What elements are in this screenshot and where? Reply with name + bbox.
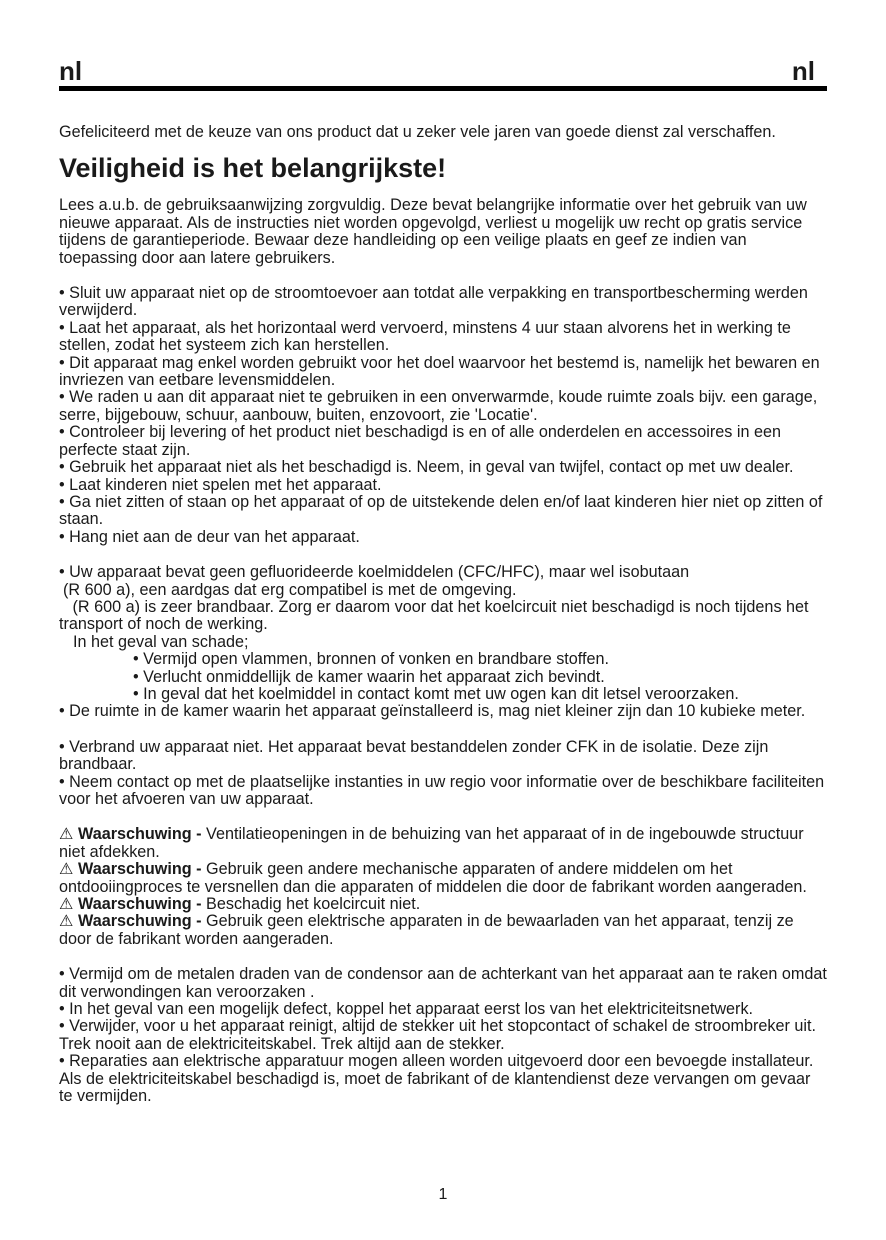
sub-list-item: • Vermijd open vlammen, bronnen of vonken en brandbare stoffen. — [133, 650, 610, 669]
list-item: • De ruimte in de kamer waarin het apparaat geïnstalleerd is, mag niet kleiner zijn dan 10 kubieke meter. — [59, 702, 806, 721]
safety-list-1 — [59, 285, 827, 546]
warning-item — [59, 913, 827, 948]
list-item: • Laat kinderen niet spelen met het apparaat. — [59, 475, 382, 494]
warning-label: Waarschuwing - — [78, 860, 202, 879]
list-item: • Hang niet aan de deur van het apparaat. — [59, 527, 360, 546]
spacer — [59, 721, 827, 739]
page-content — [59, 124, 827, 1106]
list-item: • Uw apparaat bevat geen gefluorideerde koelmiddelen (CFC/HFC), maar wel isobutaan — [59, 563, 690, 582]
warning-text: Beschadig het koelcircuit niet. — [201, 895, 421, 914]
warning-icon: ⚠ — [59, 912, 74, 931]
damage-intro: In het geval van schade; — [73, 632, 249, 651]
warning-item — [59, 861, 827, 896]
warning-label: Waarschuwing - — [78, 895, 202, 914]
warning-text: Ventilatieopeningen in de behuizing van het apparaat of in de ingebouwde structuur niet afdekken. — [59, 825, 804, 861]
list-item: • Laat het apparaat, als het horizontaal werd vervoerd, minstens 4 uur staan alvorens het in werking te stellen, zodat het systeem zich kan herstellen. — [59, 318, 791, 355]
list-item: • In het geval van een mogelijk defect, koppel het apparaat eerst los van het elektriciteitsnetwerk. — [59, 1000, 754, 1019]
list-item: • Dit apparaat mag enkel worden gebruikt voor het doel waarvoor het bestemd is, namelijk het bewaren en invriezen van eetbare levensmiddelen. — [59, 353, 820, 390]
language-code-right: nl — [791, 56, 815, 86]
warning-icon: ⚠ — [59, 825, 74, 844]
warning-label: Waarschuwing - — [78, 825, 202, 844]
language-code-left: nl — [59, 56, 83, 86]
disposal-section — [59, 739, 827, 809]
list-item: • Verbrand uw apparaat niet. Het apparaat bevat bestanddelen zonder CFK in de isolatie. Deze zijn brandbaar. — [59, 737, 769, 774]
sub-list-item: • In geval dat het koelmiddel in contact komt met uw ogen kan dit letsel veroorzaken. — [133, 684, 739, 703]
warnings-section — [59, 826, 827, 948]
electrical-section — [59, 966, 827, 1105]
page-title: Veiligheid is het belangrijkste! — [59, 153, 447, 184]
refrigerant-section — [59, 564, 827, 721]
warning-item — [59, 826, 827, 861]
spacer — [59, 948, 827, 966]
warning-icon: ⚠ — [59, 860, 74, 879]
list-item: • Gebruik het apparaat niet als het beschadigd is. Neem, in geval van twijfel, contact op met uw dealer. — [59, 458, 794, 477]
list-item: • Vermijd om de metalen draden van de condensor aan de achterkant van het apparaat aan te raken omdat dit verwondingen kan veroorzaken . — [59, 965, 827, 1001]
refrigerant-warning-text: (R 600 a) is zeer brandbaar. Zorg er daarom voor dat het koelcircuit niet beschadigd is noch tijdens het transport of noch de werking. — [59, 597, 809, 634]
list-item: • Ga niet zitten of staan op het apparaat of op de uitstekende delen en/of laat kinderen hier niet op zitten of staan. — [59, 492, 823, 529]
warning-icon: ⚠ — [59, 895, 74, 914]
sub-list-item: • Verlucht onmiddellijk de kamer waarin het apparaat zich bevindt. — [133, 667, 605, 686]
list-item: • Verwijder, voor u het apparaat reinigt, altijd de stekker uit het stopcontact of schakel de stroombreker uit. Trek nooit aan de elektriciteitskabel. Trek altijd aan de stekker. — [59, 1017, 816, 1053]
warning-text: Gebruik geen andere mechanische apparaten of andere middelen om het ontdooiingproces te versnellen dan die apparaten of middelen die door de fabrikant worden aangeraden. — [59, 860, 807, 896]
intro-paragraph: Gefeliciteerd met de keuze van ons product dat u zeker vele jaren van goede dienst zal verschaffen. — [59, 123, 776, 141]
list-item: • We raden u aan dit apparaat niet te gebruiken in een onverwarmde, koude ruimte zoals bijv. een garage, serre, bijgebouw, schuur, aanbouw, buiten, enzovoort, zie 'Locatie'. — [59, 388, 818, 424]
spacer — [59, 267, 827, 285]
warning-text: Gebruik geen elektrische apparaten in de bewaarladen van het apparaat, tenzij ze door de fabrikant worden aangeraden. — [59, 912, 794, 948]
spacer — [59, 546, 827, 564]
spacer — [59, 808, 827, 826]
page-header — [59, 56, 827, 86]
list-item: • Sluit uw apparaat niet op de stroomtoevoer aan totdat alle verpakking en transportbescherming werden verwijderd. — [59, 284, 808, 320]
warning-item — [59, 896, 827, 913]
lead-paragraph: Lees a.u.b. de gebruiksaanwijzing zorgvuldig. Deze bevat belangrijke informatie over het gebruik van uw nieuwe apparaat. Als de instructies niet worden opgevolgd, verliest u mogelijk uw recht op gratis service tijdens de garantieperiode. Bewaar deze handleiding op een veilige plaats en geef ze indien van toepassing door aan latere gebruikers. — [59, 196, 807, 267]
page-number: 1 — [438, 1186, 448, 1203]
warning-label: Waarschuwing - — [78, 912, 202, 931]
refrigerant-note: (R 600 a), een aardgas dat erg compatibel is met de omgeving. — [63, 580, 517, 599]
list-item: • Neem contact op met de plaatselijke instanties in uw regio voor informatie over de beschikbare faciliteiten voor het afvoeren van uw apparaat. — [59, 772, 825, 808]
list-item: • Reparaties aan elektrische apparatuur mogen alleen worden uitgevoerd door een bevoegde installateur. Als de elektriciteitskabel beschadigd is, moet de fabrikant of de klantendienst deze vervangen om gevaar te vermijden. — [59, 1052, 814, 1106]
refrigerant-warning — [59, 599, 827, 634]
list-item: • Controleer bij levering of het product niet beschadigd is en of alle onderdelen en accessoires in een perfecte staat zijn. — [59, 423, 781, 459]
header-rule — [59, 86, 827, 91]
